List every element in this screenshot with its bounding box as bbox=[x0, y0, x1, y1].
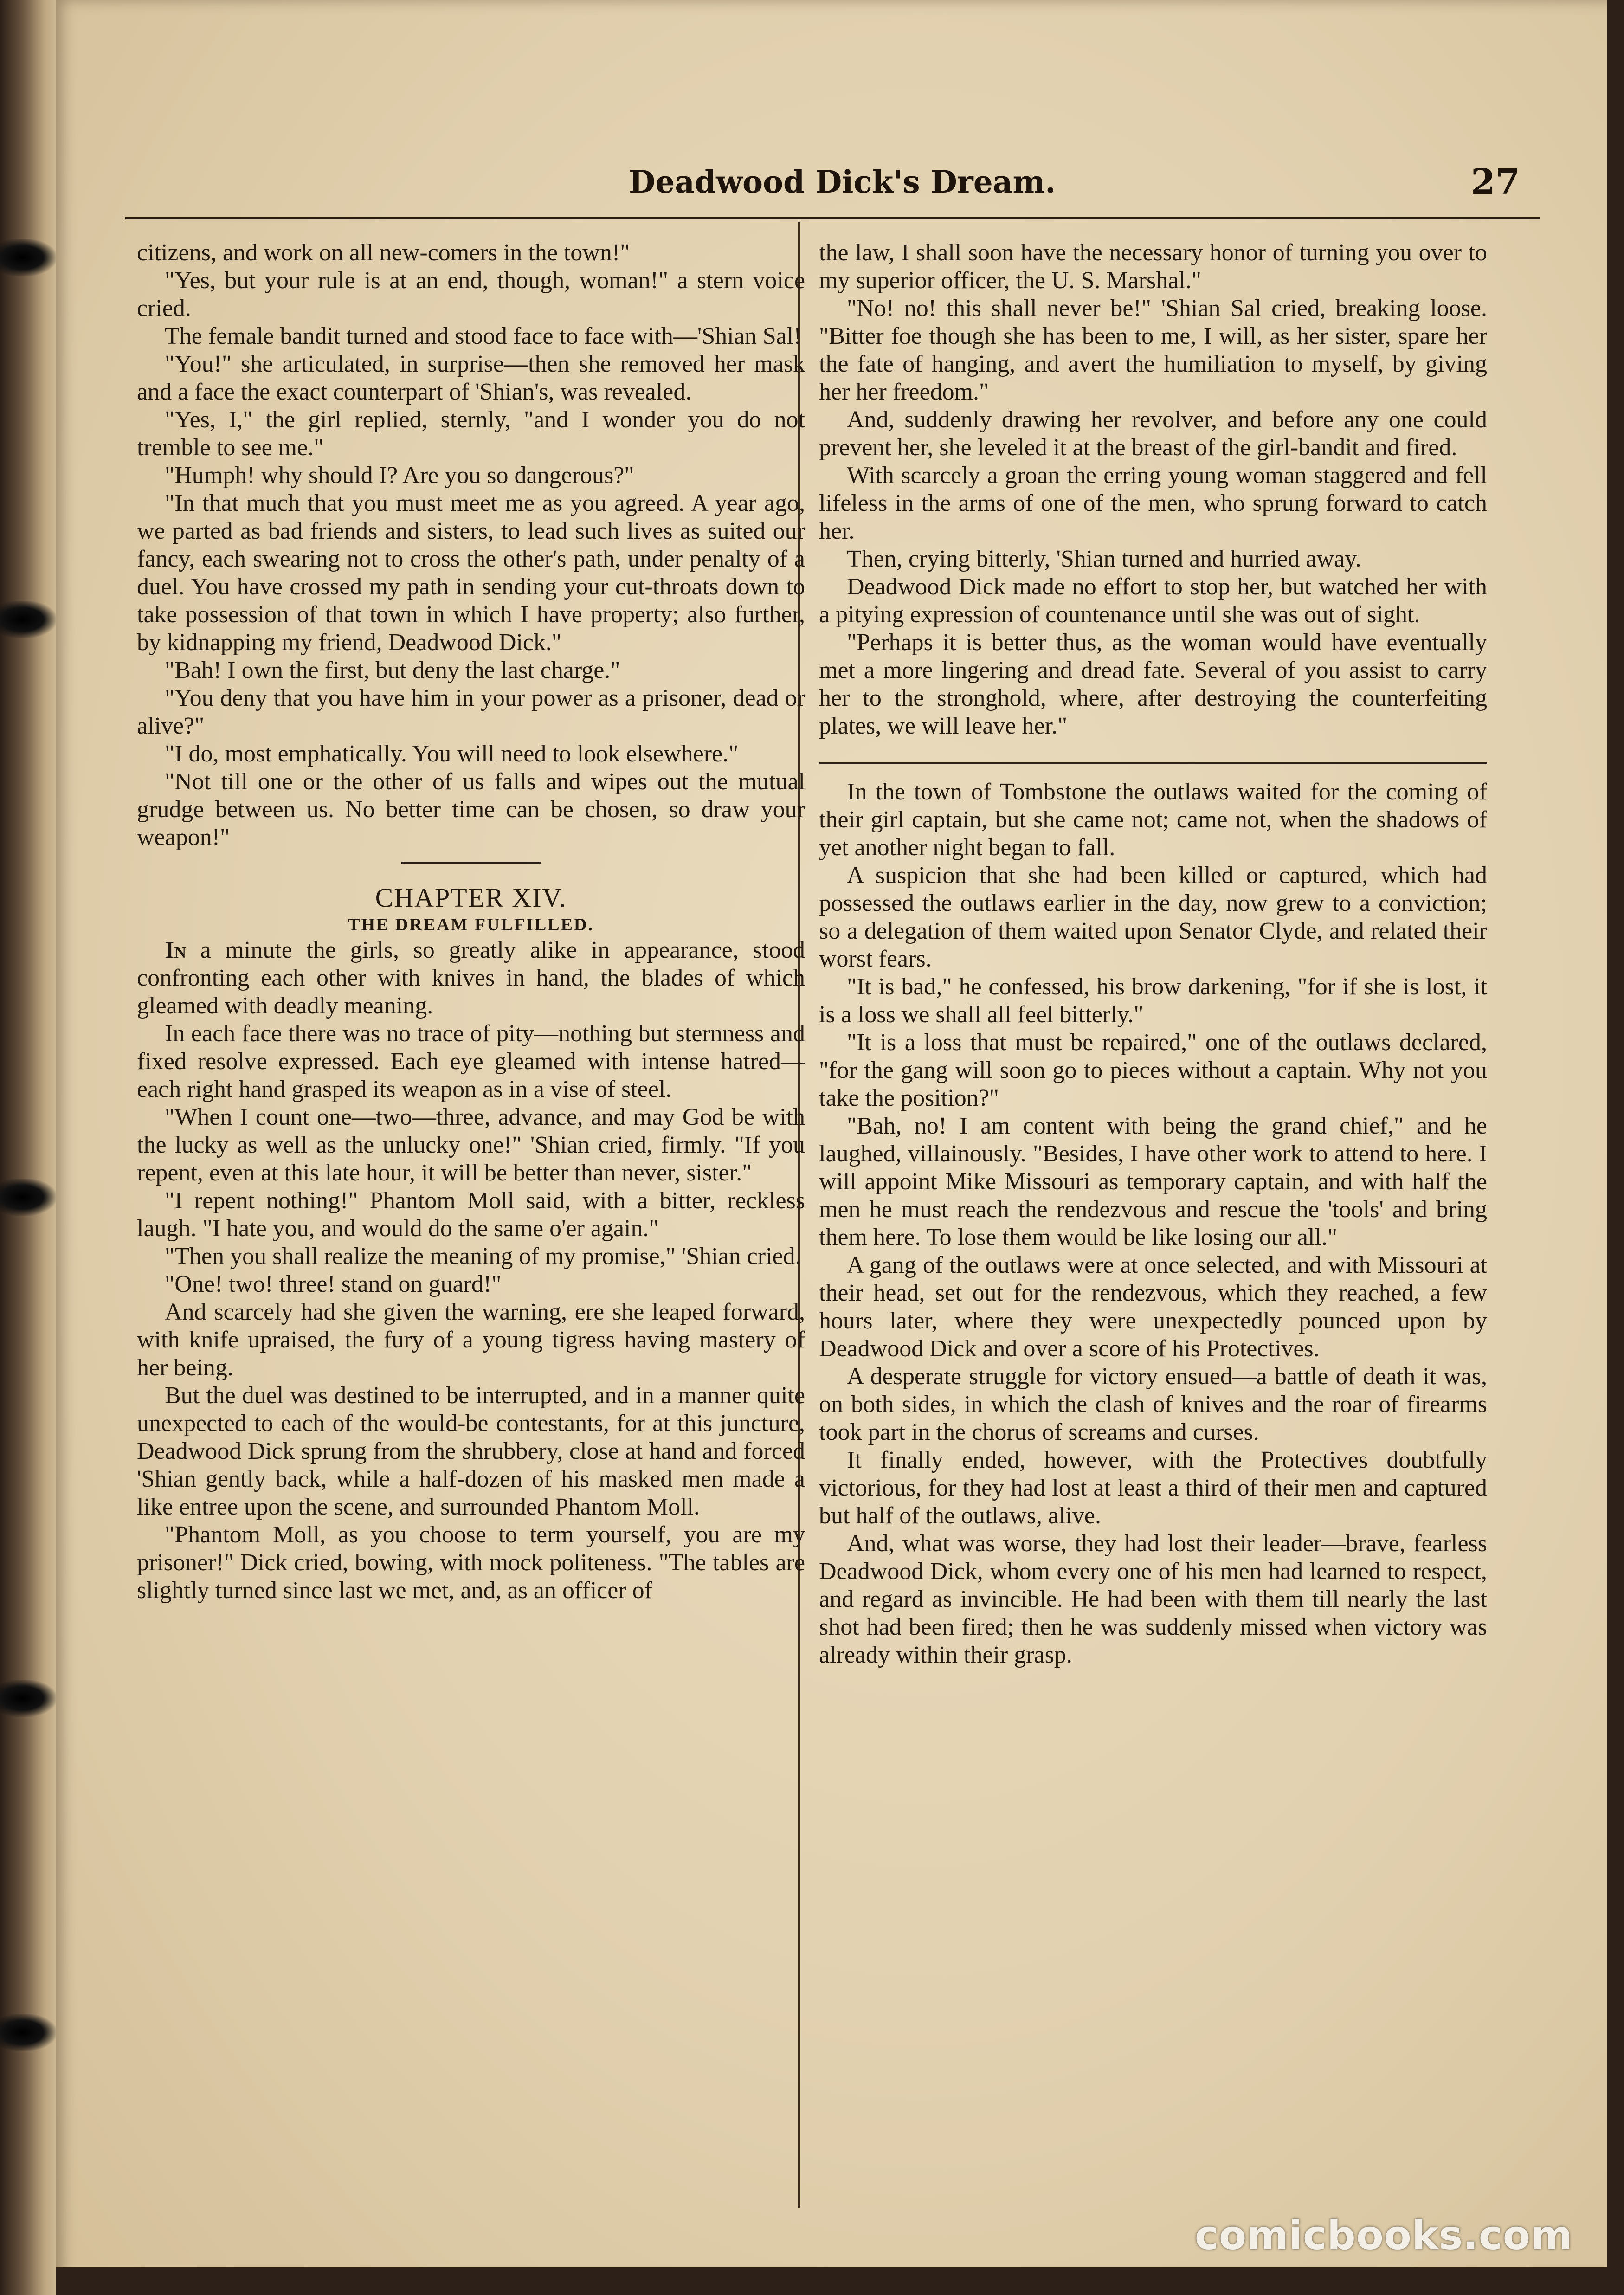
binding-hole bbox=[0, 1179, 56, 1216]
page-header bbox=[56, 155, 1554, 206]
paragraph: "Phantom Moll, as you choose to term yourself, you are my prisoner!" Dick cried, bowing, with mock politeness. "The tables are slightly turned since last we met, and, as an officer of bbox=[137, 1521, 805, 1604]
right-paragraphs-before bbox=[819, 239, 1487, 740]
binding-hole bbox=[0, 1680, 56, 1717]
paragraph: "Perhaps it is better thus, as the woman would have eventually met a more lingering and dread fate. Several of you assist to carry her to the stronghold, where, after destroying the counterfeiting plates, we will leave her." bbox=[819, 629, 1487, 739]
left-paragraphs-before bbox=[137, 239, 805, 851]
page-edge-bottom bbox=[56, 2267, 1624, 2295]
paragraph: "I do, most emphatically. You will need to look elsewhere." bbox=[165, 741, 739, 767]
paragraph: With scarcely a groan the erring young woman staggered and fell lifeless in the arms of one of the men, who sprung forward to catch her. bbox=[819, 462, 1487, 544]
paragraph: But the duel was destined to be interrupted, and in a manner quite unexpected to each of the would-be contestants, for at this juncture, Deadwood Dick sprung from the shrubbery, close at hand and forced 'Shian gently back, while a half-dozen of his masked men made a like entree upon the scene, and surrounded Phantom Moll. bbox=[137, 1382, 805, 1520]
paragraph: "Not till one or the other of us falls and wipes out the mutual grudge between us. No better time can be chosen, so draw your weapon!" bbox=[137, 768, 805, 851]
paragraph: "Humph! why should I? Are you so dangerous?" bbox=[165, 462, 634, 489]
paragraph: "One! two! three! stand on guard!" bbox=[165, 1271, 502, 1297]
watermark: comicbooks.com bbox=[1195, 2212, 1573, 2259]
paragraph: "Yes, but your rule is at an end, though, woman!" a stern voice cried. bbox=[137, 267, 805, 322]
paragraph: "It is a loss that must be repaired," one of the outlaws declared, "for the gang will soon go to pieces without a captain. Why not you take the position?" bbox=[819, 1029, 1487, 1111]
left-paragraphs-after bbox=[137, 1020, 805, 1605]
section-break-rule bbox=[819, 762, 1487, 764]
paragraph: "I repent nothing!" Phantom Moll said, with a bitter, reckless laugh. "I hate you, and would do the same o'er again." bbox=[137, 1187, 805, 1242]
chapter-first-word: In bbox=[165, 937, 187, 963]
paragraph: And, suddenly drawing her revolver, and before any one could prevent her, she leveled it at the breast of the girl-bandit and fired. bbox=[819, 406, 1487, 461]
running-title: Deadwood Dick's Dream. bbox=[629, 164, 1056, 200]
paragraph: A desperate struggle for victory ensued—a battle of death it was, on both sides, in which the clash of knives and the roar of firearms took part in the chorus of screams and curses. bbox=[819, 1363, 1487, 1445]
paragraph: A gang of the outlaws were at once selected, and with Missouri at their head, set out for the rendezvous, which they reached, a few hours later, where they were unexpectedly pounced upon by Deadwood Dick and over a score of his Protectives. bbox=[819, 1252, 1487, 1362]
header-rule bbox=[125, 217, 1540, 219]
paragraph: "Bah, no! I am content with being the grand chief," and he laughed, villainously. "Besides, I have other work to attend to here. I will appoint Mike Missouri as temporary captain, and with half the men he must reach the rendezvous and rescue the 'tools' and bring them here. To lose them would be like losing our all." bbox=[819, 1113, 1487, 1251]
paragraph: Deadwood Dick made no effort to stop her, but watched her with a pitying expression of countenance until she was out of sight. bbox=[819, 574, 1487, 628]
left-column bbox=[137, 239, 805, 2234]
paragraph: citizens, and work on all new-comers in the town!" bbox=[137, 239, 630, 266]
paragraph: The female bandit turned and stood face to face with—'Shian Sal! bbox=[165, 323, 802, 349]
paragraph: It finally ended, however, with the Protectives doubtfully victorious, for they had lost at least a third of their men and captured but half of the outlaws, alive. bbox=[819, 1447, 1487, 1529]
right-column bbox=[819, 239, 1487, 2234]
paragraph: And scarcely had she given the warning, ere she leaped forward, with knife upraised, the fury of a young tigress having mastery of her being. bbox=[137, 1299, 805, 1381]
paragraph: "You!" she articulated, in surprise—then she removed her mask and a face the exact counterpart of 'Shian's, was revealed. bbox=[137, 351, 805, 405]
section-rule bbox=[401, 862, 541, 864]
binding-hole bbox=[0, 601, 56, 638]
paragraph: "It is bad," he confessed, his brow darkening, "for if she is lost, it is a loss we shall all feel bitterly." bbox=[819, 973, 1487, 1028]
paragraph: "Then you shall realize the meaning of my promise," 'Shian cried. bbox=[165, 1243, 801, 1270]
paragraph: "No! no! this shall never be!" 'Shian Sal cried, breaking loose. "Bitter foe though she has been to me, I will, as her sister, spare her the fate of hanging, and avert the humiliation to myself, by giving her her freedom." bbox=[819, 295, 1487, 405]
paragraph: "When I count one—two—three, advance, and may God be with the lucky as well as the unlucky one!" 'Shian cried, firmly. "If you repent, even at this late hour, it will be better than never, sister." bbox=[137, 1104, 805, 1186]
binding-hole bbox=[0, 239, 56, 276]
page-number: 27 bbox=[1471, 161, 1520, 202]
chapter-subtitle: THE DREAM FULFILLED. bbox=[348, 915, 594, 935]
paragraph: In each face there was no trace of pity—nothing but sternness and fixed resolve expressed. Each eye gleamed with intense hatred—each right hand grasped its weapon as in a vise of steel. bbox=[137, 1020, 805, 1102]
paragraph: Then, crying bitterly, 'Shian turned and hurried away. bbox=[847, 546, 1361, 572]
chapter-first-paragraph bbox=[137, 936, 805, 1020]
chapter-first-paragraph-text: a minute the girls, so greatly alike in appearance, stood confronting each other with knives in hand, the blades of which gleamed with deadly meaning. bbox=[137, 937, 805, 1019]
binding-strip bbox=[0, 0, 65, 2295]
paragraph: A suspicion that she had been killed or captured, which had possessed the outlaws earlier in the day, now grew to a conviction; so a delegation of them waited upon Senator Clyde, and related their worst fears. bbox=[819, 862, 1487, 972]
paragraph: "In that much that you must meet me as you agreed. A year ago, we parted as bad friends and sisters, to lead such lives as suited our fancy, each swearing not to cross the other's path, under penalty of a duel. You have crossed my path in sending your cut-throats down to take possession of that town in which I have property; also further, by kidnapping my friend, Deadwood Dick." bbox=[137, 490, 805, 656]
paragraph: "Yes, I," the girl replied, sternly, "and I wonder you do not tremble to see me." bbox=[137, 406, 805, 461]
paragraph: the law, I shall soon have the necessary honor of turning you over to my superior officer, the U. S. Marshal." bbox=[819, 239, 1487, 294]
binding-hole bbox=[0, 2014, 56, 2051]
page-edge-right bbox=[1607, 0, 1624, 2295]
paragraph: In the town of Tombstone the outlaws waited for the coming of their girl captain, but she came not; came not, when the shadows of yet another night began to fall. bbox=[819, 779, 1487, 861]
right-paragraphs-after bbox=[819, 778, 1487, 1669]
paragraph: And, what was worse, they had lost their leader—brave, fearless Deadwood Dick, whom every one of his men had learned to respect, and regard as invincible. He had been with them till nearly the last shot had been fired; then he was suddenly missed when victory was already within their grasp. bbox=[819, 1530, 1487, 1668]
chapter-title: CHAPTER XIV. bbox=[375, 883, 567, 913]
paragraph: "You deny that you have him in your power as a prisoner, dead or alive?" bbox=[137, 685, 805, 739]
paragraph: "Bah! I own the first, but deny the last charge." bbox=[165, 657, 620, 683]
